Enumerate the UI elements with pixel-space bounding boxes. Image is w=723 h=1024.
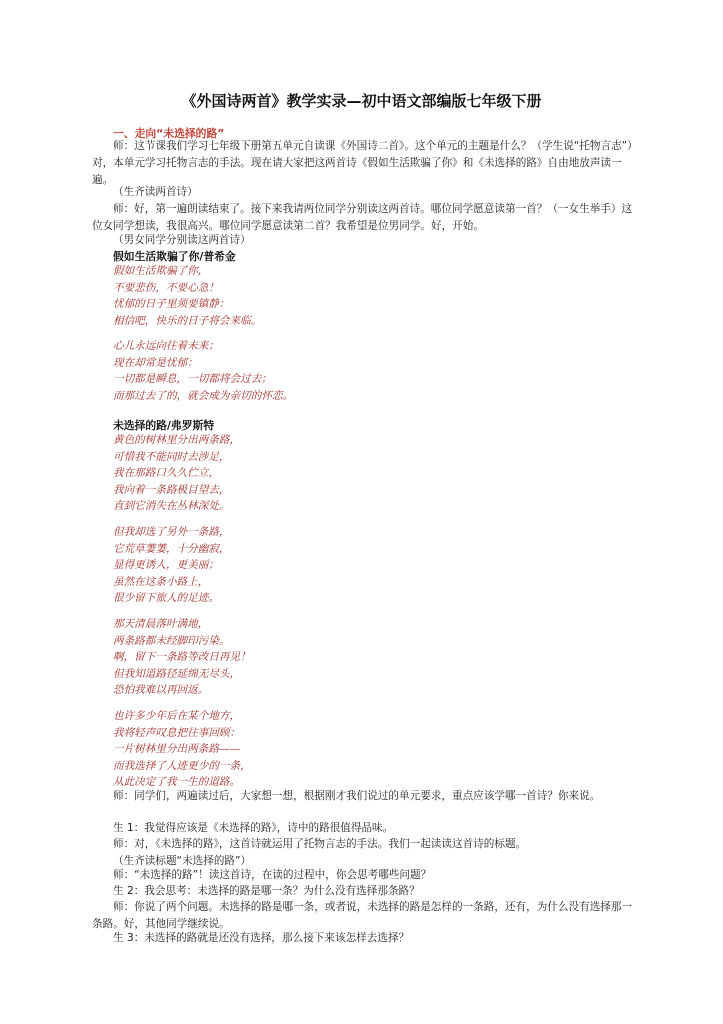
section-heading: 一、走向“未选择的路” xyxy=(113,127,225,140)
poem-line: 假如生活欺骗了你， xyxy=(113,265,209,277)
paragraph: 师：你说了两个问题。未选择的路是哪一条，或者说，未选择的路是怎样的一条路，还有，为什么没有选择那一条路。好，其他同学继续说。 xyxy=(92,901,633,930)
poem-line: 我将轻声叹息把往事回顾： xyxy=(113,726,241,739)
document-title: 《外国诗两首》教学实录—初中语文部编版七年级下册 xyxy=(181,92,542,110)
poem-line: 显得更诱人，更美丽； xyxy=(113,559,219,572)
paragraph: 生 1：我觉得应该是《未选择的路》，诗中的路很值得品味。 xyxy=(113,822,394,834)
poem-title: 假如生活欺骗了你/普希金 xyxy=(113,250,236,263)
paragraph: 师：这节课我们学习七年级下册第五单元自读课《外国诗二首》。这个单元的主题是什么？（学生说“托物言志”）对，本单元学习托物言志的手法。现在请大家把这两首诗《假如生活欺骗了你》和《未选择的路》自由地放声读一遍。 xyxy=(92,140,638,186)
poem-line: 很少留下旅人的足迹。 xyxy=(113,592,219,605)
poem-stanza xyxy=(113,524,230,607)
poem-title: 未选择的路/弗罗斯特 xyxy=(113,419,215,432)
poem-line: 可惜我不能同时去涉足， xyxy=(113,450,230,463)
poem-line: 直到它消失在丛林深处。 xyxy=(113,500,230,513)
poem-line: 而我选择了人迹更少的一条， xyxy=(113,759,251,772)
poem-line: 但我知道路径延绵无尽头， xyxy=(113,667,241,680)
poem-stanza xyxy=(113,616,251,699)
poem-line: 黄色的树林里分出两条路， xyxy=(113,434,241,446)
stage-direction: （生齐读标题“未选择的路”） xyxy=(113,855,252,867)
poem-stanza xyxy=(113,338,293,404)
poem-line: 一片树林里分出两条路—— xyxy=(113,743,241,756)
stage-direction: （男女同学分别读这两首诗） xyxy=(113,234,251,246)
stage-direction: （生齐读两首诗） xyxy=(113,186,198,198)
poem-stanza xyxy=(113,708,251,791)
poem-line: 相信吧，快乐的日子将会来临。 xyxy=(113,314,262,327)
poem-line: 从此决定了我一生的道路。 xyxy=(113,776,241,789)
paragraph: 师：同学们，两遍读过后，大家想一想，根据刚才我们说过的单元要求，重点应该学哪一首诗？你来说。 xyxy=(113,790,601,802)
poem-line: 但我却选了另外一条路， xyxy=(113,526,230,538)
poem-line: 那天清晨落叶满地， xyxy=(113,618,209,630)
poem-stanza xyxy=(113,432,240,515)
paragraph: 生 2：我会思考：未选择的路是哪一条？为什么没有选择那条路？ xyxy=(113,885,420,897)
poem-line: 而那过去了的，就会成为亲切的怀恋。 xyxy=(113,389,294,402)
poem-line: 不要悲伤，不要心急！ xyxy=(113,281,219,294)
paragraph: 师：“未选择的路”！读这首诗，在读的过程中，你会思考哪些问题？ xyxy=(113,869,432,881)
poem-line: 忧郁的日子里须要镇静： xyxy=(113,298,230,311)
poem-stanza xyxy=(113,263,261,329)
poem-line: 我在那路口久久伫立， xyxy=(113,467,219,480)
paragraph: 师：好，第一遍朗读结束了。接下来我请两位同学分别读这两首诗。哪位同学愿意读第一首？（一女生举手）这位女同学想读，我很高兴。哪位同学愿意读第二首？我希望是位男同学。好，开始。 xyxy=(92,203,633,232)
paragraph: 生 3：未选择的路就是还没有选择，那么接下来该怎样去选择？ xyxy=(113,932,410,944)
poem-line: 恐怕我难以再回返。 xyxy=(113,684,209,697)
poem-line: 它荒草萋萋，十分幽寂， xyxy=(113,542,230,555)
poem-line: 一切都是瞬息，一切都将会过去； xyxy=(113,373,272,386)
poem-line: 也许多少年后在某个地方， xyxy=(113,710,241,722)
poem-line: 我向着一条路极目望去， xyxy=(113,483,230,496)
poem-line: 现在却常是忧郁： xyxy=(113,356,198,369)
paragraph: 师：对，《未选择的路》，这首诗就运用了托物言志的手法。我们一起读读这首诗的标题。 xyxy=(113,838,527,850)
poem-line: 心儿永远向往着未来； xyxy=(113,340,219,352)
poem-line: 虽然在这条小路上， xyxy=(113,575,209,588)
poem-line: 啊，留下一条路等改日再见！ xyxy=(113,651,251,664)
poem-line: 两条路都未经脚印污染。 xyxy=(113,634,230,647)
